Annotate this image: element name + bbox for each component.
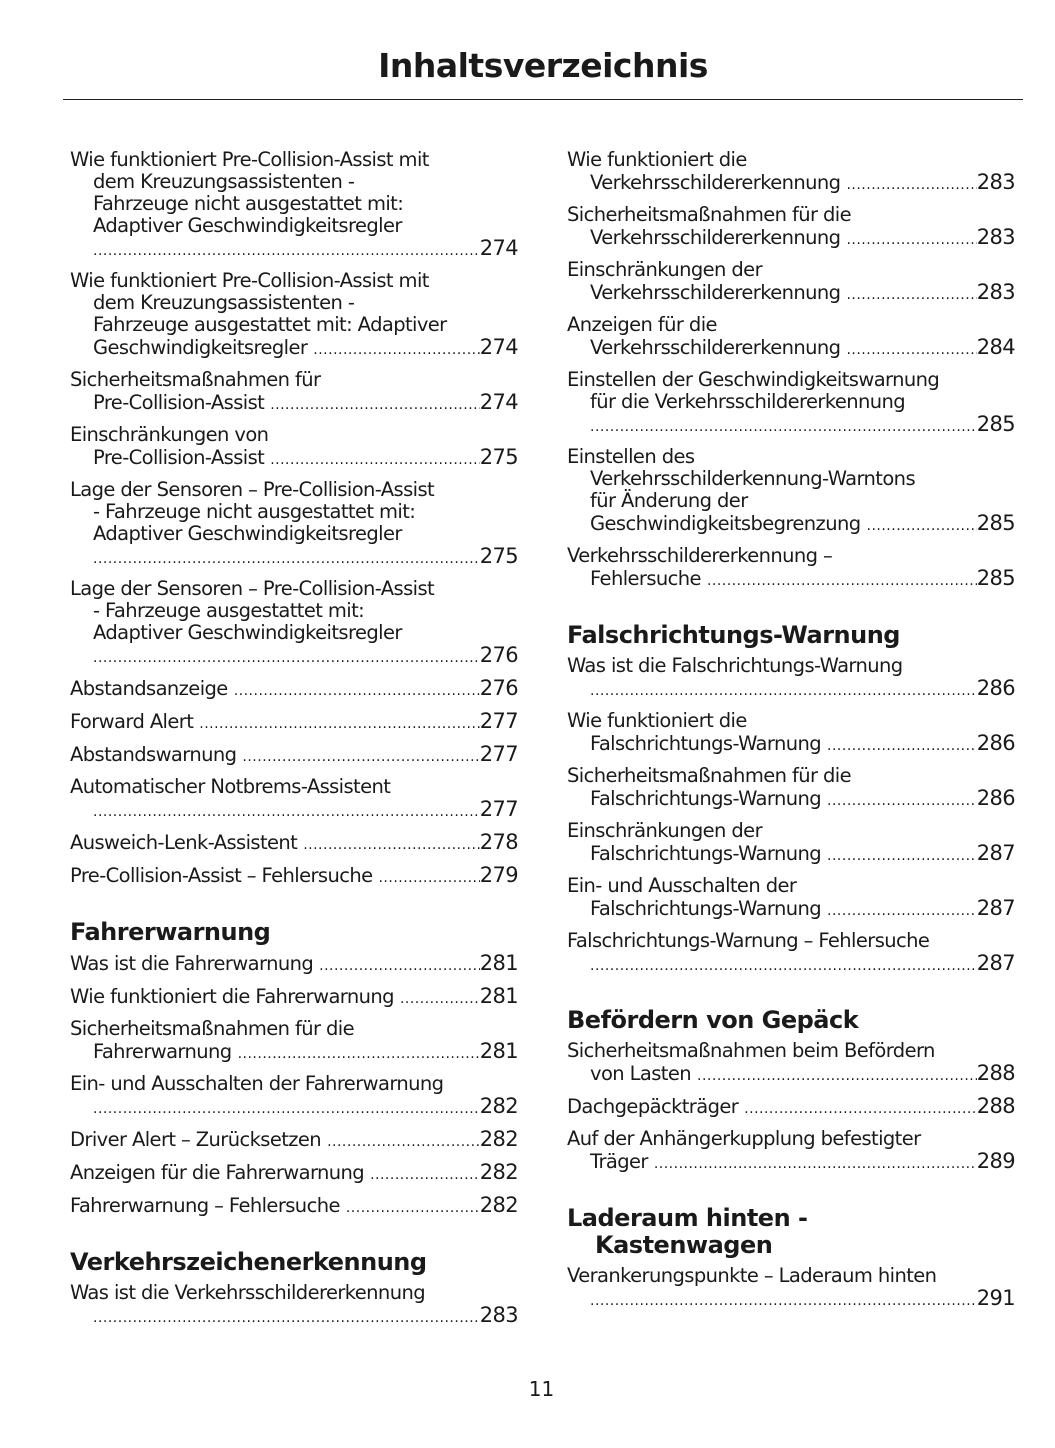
- toc-entry-line: Dachgepäckträger: [567, 1095, 739, 1118]
- toc-entry-last-line: [70, 864, 518, 889]
- dot-leader: [313, 339, 479, 361]
- toc-page-number[interactable]: 283: [976, 170, 1015, 194]
- toc-entry-line: dem Kreuzungsassistenten -: [93, 291, 355, 314]
- toc-entry-last-line: [70, 1095, 518, 1120]
- toc-entry-line: Sicherheitsmaßnahmen für die: [567, 764, 852, 787]
- toc-page-number[interactable]: 274: [479, 390, 518, 414]
- toc-entry-last-line: [567, 1095, 1015, 1120]
- toc-page-number[interactable]: 276: [479, 643, 518, 667]
- dot-leader: [400, 988, 480, 1010]
- toc-entry-last-line: [567, 952, 1015, 977]
- toc-entry-line: Lage der Sensoren – Pre-Collision-Assist: [70, 577, 435, 600]
- toc-entry-last-line: [70, 743, 518, 768]
- section-heading-line: Laderaum hinten -: [567, 1204, 808, 1232]
- toc-page-number[interactable]: 284: [976, 335, 1015, 359]
- dot-leader: [590, 1290, 977, 1312]
- toc-entry-last-line: [70, 644, 518, 669]
- toc-column-right: [567, 149, 1015, 1312]
- section-heading: [567, 622, 1015, 649]
- toc-entry[interactable]: [70, 710, 518, 735]
- toc-entry-line: Driver Alert – Zurücksetzen: [70, 1128, 322, 1151]
- toc-entry-line: Was ist die Verkehrsschildererkennung: [70, 1281, 425, 1304]
- toc-entry[interactable]: [567, 1128, 1015, 1175]
- toc-entry-line: Anzeigen für die Fahrerwarnung: [70, 1161, 365, 1184]
- dot-leader: [846, 229, 976, 251]
- toc-entry-line: Ein- und Ausschalten der Fahrerwarnung: [70, 1072, 444, 1095]
- toc-entry-last-line: [70, 545, 518, 570]
- toc-entry-line: Was ist die Falschrichtungs-Warnung: [567, 654, 903, 677]
- toc-entry-line: Einstellen der Geschwindigkeitswarnung: [567, 368, 940, 391]
- toc-page-number[interactable]: 277: [479, 742, 518, 766]
- dot-leader: [234, 680, 480, 702]
- toc-entry-line: - Fahrzeuge ausgestattet mit:: [93, 599, 365, 622]
- dot-leader: [370, 1164, 480, 1186]
- section-heading-line: Verkehrszeichenerkennung: [70, 1248, 427, 1276]
- toc-entry[interactable]: [567, 930, 1015, 977]
- dot-leader: [697, 1065, 977, 1087]
- toc-entry-last-line: [567, 226, 1015, 251]
- toc-entry[interactable]: [70, 952, 518, 977]
- toc-entry[interactable]: [567, 149, 1015, 196]
- toc-entry-line: Wie funktioniert die: [567, 148, 747, 171]
- toc-entry[interactable]: [70, 149, 518, 262]
- toc-page-number[interactable]: 274: [479, 236, 518, 260]
- toc-entry-line: Einschränkungen der: [567, 258, 762, 281]
- toc-entry-line: Anzeigen für die: [567, 313, 717, 336]
- toc-entry[interactable]: [567, 765, 1015, 812]
- dot-leader: [93, 1098, 480, 1120]
- toc-page-number[interactable]: 291: [976, 1286, 1015, 1310]
- toc-entry-last-line: [70, 391, 518, 416]
- section-heading: [567, 1205, 1015, 1259]
- toc-entry[interactable]: [567, 369, 1015, 438]
- section-heading: [70, 1249, 518, 1276]
- toc-page-number[interactable]: 288: [976, 1061, 1015, 1085]
- toc-entry[interactable]: [567, 710, 1015, 757]
- dot-leader: [242, 746, 479, 768]
- toc-entry-line: Fehlersuche: [590, 567, 701, 590]
- toc-page-number[interactable]: 288: [976, 1094, 1015, 1118]
- toc-entry-line: Träger: [590, 1150, 648, 1173]
- toc-entry-last-line: [70, 677, 518, 702]
- toc-entry-line: Auf der Anhängerkupplung befestigter: [567, 1127, 921, 1150]
- toc-entry-line: Fahrerwarnung: [93, 1040, 232, 1063]
- toc-page-number[interactable]: 278: [479, 830, 518, 854]
- toc-entry-line: Fahrzeuge nicht ausgestattet mit:: [93, 192, 404, 215]
- toc-entry[interactable]: [567, 204, 1015, 251]
- toc-entry-line: Was ist die Fahrerwarnung: [70, 952, 314, 975]
- toc-entry[interactable]: [70, 743, 518, 768]
- toc-entry-line: Falschrichtungs-Warnung: [590, 897, 822, 920]
- toc-entry-line: Verkehrsschildererkennung: [590, 336, 841, 359]
- dot-leader: [270, 449, 480, 471]
- section-heading-line: Fahrerwarnung: [70, 918, 271, 946]
- dot-leader: [827, 735, 977, 757]
- toc-entry-line: Verkehrsschildererkennung –: [567, 544, 833, 567]
- toc-entry[interactable]: [567, 446, 1015, 537]
- toc-entry-line: Verkehrsschilderkennung-Warntons: [590, 467, 916, 490]
- toc-entry[interactable]: [70, 1194, 518, 1219]
- section-heading-line: Befördern von Gepäck: [567, 1006, 859, 1034]
- dot-leader: [590, 416, 977, 438]
- toc-entry-last-line: [567, 732, 1015, 757]
- toc-entry-line: Ausweich-Lenk-Assistent: [70, 831, 298, 854]
- toc-page-number[interactable]: 287: [976, 896, 1015, 920]
- dot-leader: [707, 570, 977, 592]
- toc-entry[interactable]: [70, 1018, 518, 1065]
- dot-leader: [93, 548, 480, 570]
- toc-entry-last-line: [567, 842, 1015, 867]
- toc-entry-last-line: [567, 512, 1015, 537]
- toc-entry-last-line: [567, 413, 1015, 438]
- toc-page-number[interactable]: 277: [479, 709, 518, 733]
- toc-entry-line: Einschränkungen von: [70, 423, 269, 446]
- toc-entry-line: Ein- und Ausschalten der: [567, 874, 797, 897]
- section-heading: [70, 919, 518, 946]
- dot-leader: [590, 955, 977, 977]
- toc-page-number[interactable]: 281: [479, 984, 518, 1008]
- toc-page-number[interactable]: 282: [479, 1193, 518, 1217]
- toc-entry-line: Wie funktioniert die: [567, 709, 747, 732]
- toc-page-number[interactable]: 281: [479, 1039, 518, 1063]
- dot-leader: [93, 801, 480, 823]
- toc-entry-last-line: [70, 1194, 518, 1219]
- toc-entry[interactable]: [567, 1040, 1015, 1087]
- toc-entry-line: Verkehrsschildererkennung: [590, 281, 841, 304]
- toc-entry-last-line: [70, 1040, 518, 1065]
- toc-entry-line: Sicherheitsmaßnahmen für die: [567, 203, 852, 226]
- toc-entry-last-line: [70, 831, 518, 856]
- dot-leader: [846, 339, 976, 361]
- toc-page-number[interactable]: 283: [976, 280, 1015, 304]
- toc-entry-last-line: [567, 1062, 1015, 1087]
- toc-entry-line: Falschrichtungs-Warnung: [590, 732, 822, 755]
- section-heading: [567, 1007, 1015, 1034]
- toc-column-left: [70, 149, 518, 1329]
- toc-page-number[interactable]: 282: [479, 1094, 518, 1118]
- toc-entry[interactable]: [70, 1073, 518, 1120]
- page-number: 11: [528, 1377, 555, 1401]
- dot-leader: [303, 834, 480, 856]
- toc-entry-line: Lage der Sensoren – Pre-Collision-Assist: [70, 478, 435, 501]
- toc-page-number[interactable]: 286: [976, 786, 1015, 810]
- dot-leader: [93, 647, 480, 669]
- toc-entry-line: Falschrichtungs-Warnung – Fehlersuche: [567, 929, 930, 952]
- toc-page-number[interactable]: 283: [479, 1303, 518, 1327]
- dot-leader: [654, 1153, 977, 1175]
- dot-leader: [327, 1131, 480, 1153]
- toc-entry[interactable]: [567, 314, 1015, 361]
- toc-page-number[interactable]: 276: [479, 676, 518, 700]
- toc-entry-last-line: [567, 677, 1015, 702]
- toc-entry[interactable]: [567, 259, 1015, 306]
- toc-page-number[interactable]: 282: [479, 1160, 518, 1184]
- toc-entry[interactable]: [70, 424, 518, 471]
- toc-entry-line: Verankerungspunkte – Laderaum hinten: [567, 1264, 937, 1287]
- toc-entry-line: Adaptiver Geschwindigkeitsregler: [93, 522, 402, 545]
- toc-entry-line: Abstandswarnung: [70, 743, 237, 766]
- toc-entry[interactable]: [567, 820, 1015, 867]
- dot-leader: [827, 790, 977, 812]
- toc-entry-line: Einstellen des: [567, 445, 695, 468]
- toc-entry[interactable]: [70, 985, 518, 1010]
- toc-entry-line: Verkehrsschildererkennung: [590, 226, 841, 249]
- dot-leader: [846, 174, 976, 196]
- toc-entry[interactable]: [70, 864, 518, 889]
- toc-entry-line: Sicherheitsmaßnahmen für die: [70, 1017, 355, 1040]
- toc-entry-line: Pre-Collision-Assist: [93, 446, 265, 469]
- toc-entry[interactable]: [70, 578, 518, 669]
- toc-entry-line: für Änderung der: [590, 489, 748, 512]
- toc-entry-line: Wie funktioniert Pre-Collision-Assist mit: [70, 269, 429, 292]
- toc-entry-line: Wie funktioniert die Fahrerwarnung: [70, 985, 394, 1008]
- toc-entry-last-line: [567, 171, 1015, 196]
- toc-entry-last-line: [70, 1128, 518, 1153]
- toc-entry[interactable]: [70, 1282, 518, 1329]
- toc-entry-last-line: [70, 985, 518, 1010]
- toc-entry-line: Pre-Collision-Assist – Fehlersuche: [70, 864, 373, 887]
- dot-leader: [846, 284, 976, 306]
- toc-entry-last-line: [70, 1161, 518, 1186]
- toc-page-number[interactable]: 285: [976, 511, 1015, 535]
- dot-leader: [270, 394, 480, 416]
- toc-page-number[interactable]: 277: [479, 797, 518, 821]
- toc-page-number[interactable]: 285: [976, 566, 1015, 590]
- toc-entry-line: dem Kreuzungsassistenten -: [93, 170, 355, 193]
- toc-entry-line: Forward Alert: [70, 710, 194, 733]
- dot-leader: [319, 955, 480, 977]
- dot-leader: [346, 1197, 480, 1219]
- section-heading-line: Falschrichtungs-Warnung: [567, 621, 900, 649]
- toc-page-number[interactable]: 287: [976, 951, 1015, 975]
- toc-entry-last-line: [70, 710, 518, 735]
- toc-page-number[interactable]: 281: [479, 951, 518, 975]
- toc-entry-line: Pre-Collision-Assist: [93, 391, 265, 414]
- toc-entry[interactable]: [70, 776, 518, 823]
- toc-entry-line: Verkehrsschildererkennung: [590, 171, 841, 194]
- toc-entry-line: Fahrerwarnung – Fehlersuche: [70, 1194, 340, 1217]
- toc-page-number[interactable]: 285: [976, 412, 1015, 436]
- toc-entry-line: für die Verkehrsschildererkennung: [590, 390, 906, 413]
- toc-entry-last-line: [70, 952, 518, 977]
- toc-entry-last-line: [567, 1150, 1015, 1175]
- toc-entry-line: Sicherheitsmaßnahmen beim Befördern: [567, 1039, 935, 1062]
- toc-entry-line: Adaptiver Geschwindigkeitsregler: [93, 621, 402, 644]
- toc-entry-last-line: [567, 567, 1015, 592]
- dot-leader: [744, 1098, 977, 1120]
- toc-entry-line: Sicherheitsmaßnahmen für: [70, 368, 321, 391]
- toc-entry-line: Adaptiver Geschwindigkeitsregler: [93, 214, 402, 237]
- toc-page-number[interactable]: 286: [976, 731, 1015, 755]
- page-title: Inhaltsverzeichnis: [378, 46, 708, 85]
- toc-entry-line: Falschrichtungs-Warnung: [590, 842, 822, 865]
- toc-entry-last-line: [567, 787, 1015, 812]
- toc-entry-last-line: [70, 1304, 518, 1329]
- toc-page-number[interactable]: 275: [479, 445, 518, 469]
- toc-entry-line: Wie funktioniert Pre-Collision-Assist mit: [70, 148, 429, 171]
- toc-entry[interactable]: [70, 270, 518, 361]
- toc-page-number[interactable]: 287: [976, 841, 1015, 865]
- toc-entry-line: Falschrichtungs-Warnung: [590, 787, 822, 810]
- toc-entry[interactable]: [70, 677, 518, 702]
- toc-page-number[interactable]: 275: [479, 544, 518, 568]
- toc-entry-line: Einschränkungen der: [567, 819, 762, 842]
- toc-entry-line: - Fahrzeuge nicht ausgestattet mit:: [93, 500, 416, 523]
- dot-leader: [827, 900, 977, 922]
- toc-entry-line: Abstandsanzeige: [70, 677, 228, 700]
- toc-entry-line: Geschwindigkeitsbegrenzung: [590, 512, 861, 535]
- toc-page-number[interactable]: 283: [976, 225, 1015, 249]
- dot-leader: [378, 867, 479, 889]
- toc-entry[interactable]: [567, 545, 1015, 592]
- toc-entry-last-line: [70, 446, 518, 471]
- toc-page-number[interactable]: 274: [479, 335, 518, 359]
- section-heading-line: Kastenwagen: [595, 1231, 773, 1259]
- toc-entry-last-line: [70, 237, 518, 262]
- toc-entry-line: Automatischer Notbrems-Assistent: [70, 775, 391, 798]
- toc-page-number[interactable]: 286: [976, 676, 1015, 700]
- toc-entry[interactable]: [70, 369, 518, 416]
- toc-entry[interactable]: [567, 655, 1015, 702]
- dot-leader: [827, 845, 977, 867]
- dot-leader: [867, 515, 977, 537]
- toc-entry-line: Fahrzeuge ausgestattet mit: Adaptiver: [93, 313, 447, 336]
- title-divider: [63, 99, 1023, 100]
- toc-entry[interactable]: [567, 875, 1015, 922]
- toc-page-number[interactable]: 279: [479, 863, 518, 887]
- dot-leader: [93, 1307, 480, 1329]
- toc-entry-last-line: [567, 897, 1015, 922]
- toc-entry[interactable]: [70, 1161, 518, 1186]
- dot-leader: [93, 240, 480, 262]
- toc-entry-last-line: [567, 281, 1015, 306]
- toc-entry-last-line: [70, 798, 518, 823]
- toc-entry[interactable]: [70, 1128, 518, 1153]
- toc-entry[interactable]: [567, 1095, 1015, 1120]
- toc-page-number[interactable]: 289: [976, 1149, 1015, 1173]
- toc-entry-line: von Lasten: [590, 1062, 692, 1085]
- toc-entry-last-line: [567, 1287, 1015, 1312]
- toc-page-number[interactable]: 282: [479, 1127, 518, 1151]
- toc-entry-last-line: [567, 336, 1015, 361]
- dot-leader: [199, 713, 479, 735]
- toc-entry-line: Geschwindigkeitsregler: [93, 336, 308, 359]
- dot-leader: [238, 1043, 480, 1065]
- toc-entry[interactable]: [567, 1265, 1015, 1312]
- toc-entry[interactable]: [70, 831, 518, 856]
- dot-leader: [590, 680, 977, 702]
- toc-entry[interactable]: [70, 479, 518, 570]
- toc-entry-last-line: [70, 336, 518, 361]
